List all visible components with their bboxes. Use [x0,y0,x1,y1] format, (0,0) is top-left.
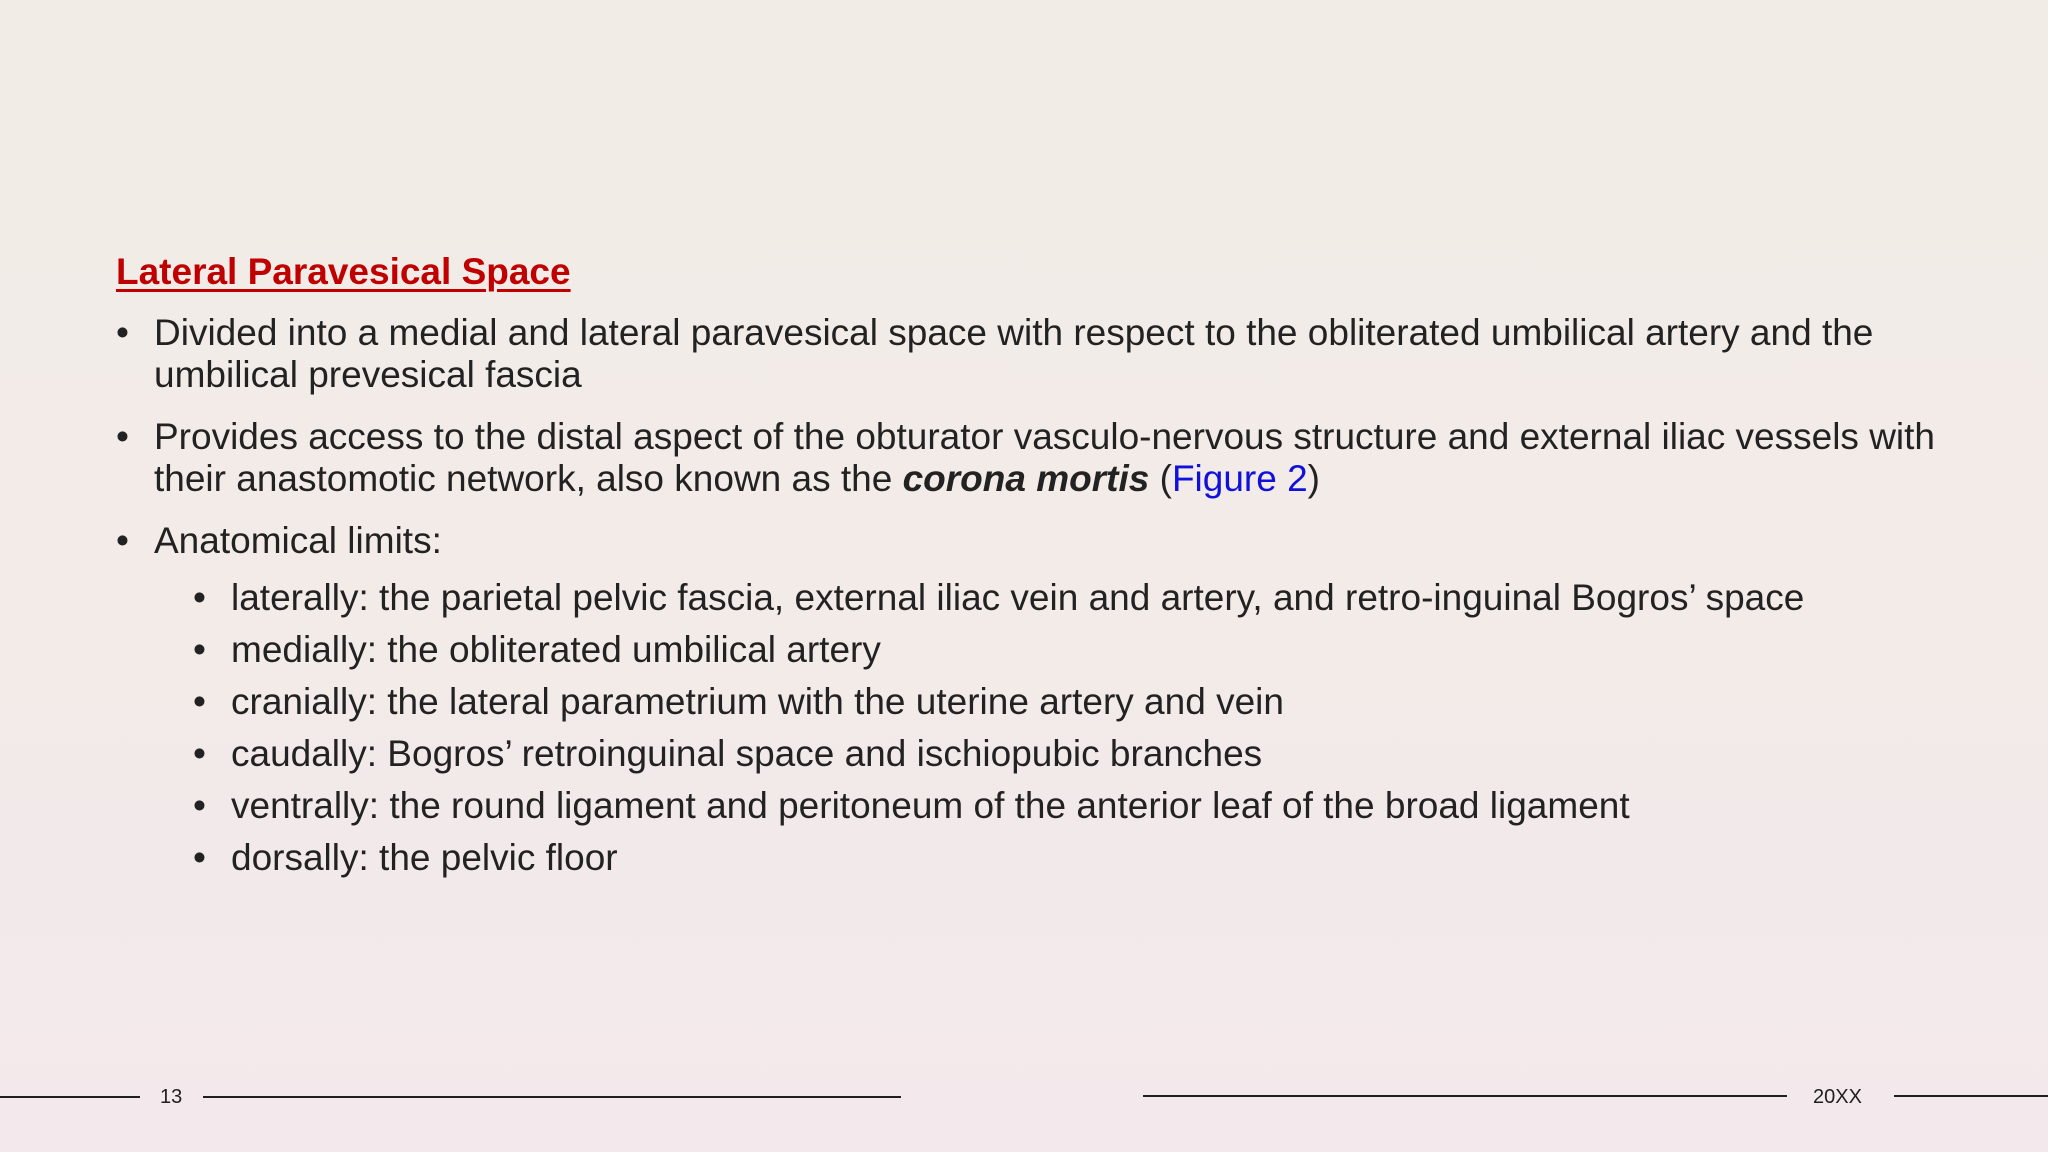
sub-bullet-item [193,676,1976,728]
sub-bullet-item [193,780,1976,832]
footer-divider [1894,1095,2048,1097]
bullet-marker: • [193,629,206,670]
paren-open: ( [1149,458,1172,499]
sub-bullet-item [193,572,1976,624]
bullet-item [116,416,1976,500]
bullet-item [116,312,1976,396]
sub-bullet-item [193,624,1976,676]
sub-bullet-text: dorsally: the pelvic floor [231,837,618,878]
sub-bullet-list [154,572,1976,884]
bullet-list [116,312,1976,884]
bullet-marker: • [116,312,129,353]
sub-bullet-text: ventrally: the round ligament and peritoneum of the anterior leaf of the broad ligament [231,785,1630,826]
slide-content [116,248,1976,884]
figure-link[interactable]: Figure 2 [1171,458,1308,499]
footer-divider [0,1096,140,1098]
bullet-text: Anatomical limits: [154,520,442,561]
bullet-marker: • [193,837,206,878]
bullet-item [116,520,1976,884]
footer-divider [203,1096,901,1098]
paren-close: ) [1307,458,1320,499]
slide-heading: Lateral Paravesical Space [116,251,571,292]
bullet-marker: • [193,577,206,618]
sub-bullet-item [193,728,1976,780]
bullet-text: Provides access to the distal aspect of the obturator vasculo-nervous structure and external iliac vessels with their anastomotic network, also known as the [154,416,1935,499]
footer-year: 20XX [1813,1086,1862,1108]
sub-bullet-text: cranially: the lateral parametrium with the uterine artery and vein [231,681,1284,722]
sub-bullet-text: laterally: the parietal pelvic fascia, external iliac vein and artery, and retro-inguinal Bogros’ space [231,577,1805,618]
emphasis-text: corona mortis [902,458,1150,499]
sub-bullet-text: caudally: Bogros’ retroinguinal space and ischiopubic branches [231,733,1263,774]
bullet-marker: • [193,733,206,774]
bullet-marker: • [193,785,206,826]
bullet-marker: • [116,416,129,457]
bullet-marker: • [116,520,129,561]
footer-divider [1143,1095,1787,1097]
page-number: 13 [160,1086,183,1108]
sub-bullet-text: medially: the obliterated umbilical artery [231,629,881,670]
sub-bullet-item [193,832,1976,884]
bullet-marker: • [193,681,206,722]
bullet-text: Divided into a medial and lateral paravesical space with respect to the obliterated umbilical artery and the umbilical prevesical fascia [154,312,1874,395]
